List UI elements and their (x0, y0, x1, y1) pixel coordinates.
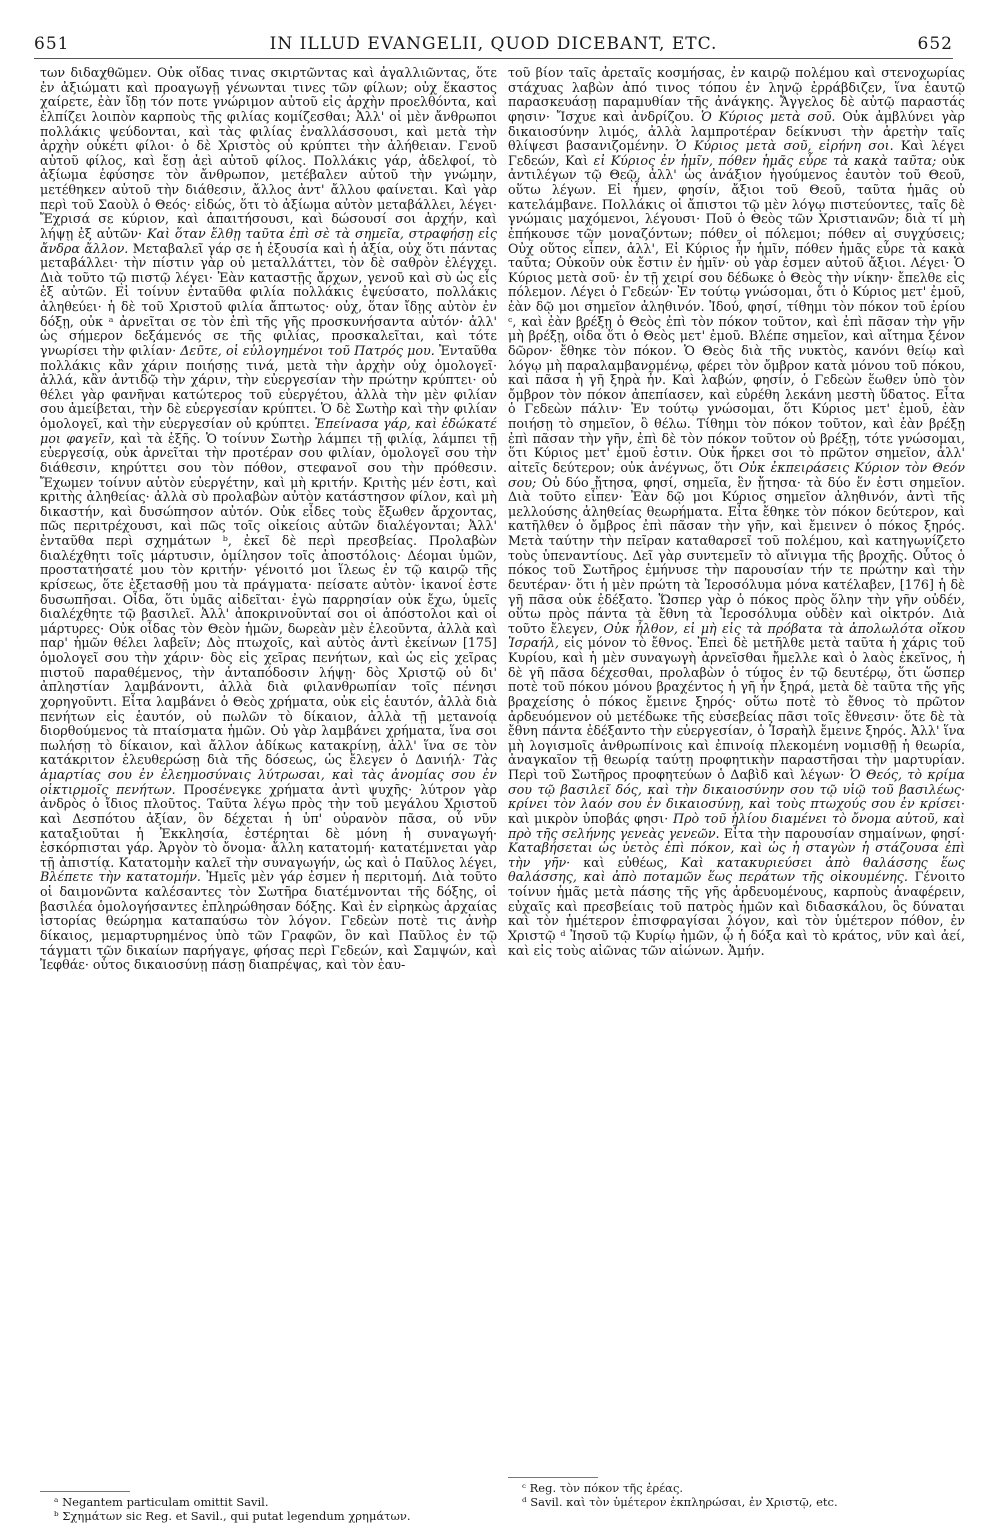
text-run: Ἐνταῦθα πολλάκις κἂν χάριν ποιήσῃς τινά, μετὰ τὴν ἀρχὴν οὐχ ὁμολογεῖ· ἀλλά, κἂν ἀντιδῷ τὴν χάριν, τὴν εὐεργεσίαν τὴν πρώτην κρύπτει· οὐ θέλει γὰρ φανῆναι κατώτερος τοῦ εὐεργέτου, ἀλλὰ τὴν μὲν φιλίαν σου ἀμείβεται, τὴν δὲ εὐεργεσίαν κρύπτει. Ὁ δὲ Σωτὴρ καὶ τὴν φιλίαν ὁμολογεῖ, καὶ τὴν εὐεργεσίαν οὐ κρύπτει. (40, 342, 497, 431)
text-run: καὶ μικρὸν ὑποβάς φησι· (508, 810, 669, 826)
scripture-quote: Ὁ Κύριος μετὰ σοῦ, εἰρήνη σοι. (675, 138, 894, 154)
scripture-quote: Ὁ Κύριος μετὰ σοῦ. (700, 108, 836, 124)
text-run: Οὐ δύο ᾔτησα, φησί, σημεῖα, ἓν ᾔτησα· τὰ δύο ἕν ἐστι σημεῖον. Διὰ τοῦτο εἶπεν· Ἐὰν δῷ μοι Κύριος σημεῖον ἀληθινόν, ἀντὶ τῆς μελλούσης ἀληθείας θεωρήματα. Εἶτα ἔθηκε τὸν πόκον δεύτερον, καὶ κατῆλθεν ὁ ὄμβρος ἐπὶ πᾶσαν τὴν γῆν, καὶ ἔμεινεν ὁ πόκος ξηρός. Μετὰ ταύτην τὴν πεῖραν καταθαρσεῖ τοῦ πολέμου, καὶ κατηγωνίζετο τοὺς ὑπεναντίους. Δεῖ γὰρ συντεμεῖν τὸ αἴνιγμα τῆς βροχῆς. Οὗτος ὁ πόκος τοῦ Σωτῆρος ἐμήνυσε τὴν παρουσίαν τήν τε πρώτην καὶ τὴν δευτέραν· ὅτι ἡ μὲν πρώτη τὰ Ἱεροσόλυμα μόνα κατέλαβεν, [176] ἡ δὲ γῆ πᾶσα οὐκ ἐδέξατο. Ὥσπερ γὰρ ὁ πόκος πρὸς ὅλην τὴν γῆν οὐδέν, οὕτω πρὸς πάντα τὰ ἔθνη τὰ Ἱεροσόλυμα οὐδὲν καὶ οἰκτρόν. Διὰ τοῦτο ἔλεγεν, (508, 474, 965, 636)
scripture-quote: Δεῦτε, οἱ εὐλογημένοι τοῦ Πατρός μου. (180, 342, 435, 358)
scripture-quote: Καταβήσεται ὡς ὑετὸς ἐπὶ πόκον, καὶ ὡς ἡ σταγὼν ἡ στάζουσα ἐπὶ τὴν γῆν· (508, 840, 965, 870)
scripture-quote: Βλέπετε τὴν κατατομήν. (40, 869, 201, 885)
text-run: Ἡμεῖς μὲν γάρ ἐσμεν ἡ περιτομή. Διὰ τοῦτο οἱ δαιμονῶντα καλέσαντες τὸν Σωτῆρα διατέμνονται τῆς δόξης, οἱ βασιλέα ὁμολογήσαντες ἐπληρώθησαν δόξης. Καὶ ἐν εἰρηκὼς ἀρχαίας ἱστορίας θεώρημα καταπαύσω τὸν λόγον. Γεδεὼν ποτὲ τις ἀνὴρ δίκαιος, μεμαρτυρημένος ὑπὸ τῶν Γραφῶν, ὃν καὶ Παῦλος ἐν τῷ τάγματι τῶν δικαίων παρήγαγε, φήσας περὶ Γεδεών, καὶ Σαμψών, καὶ Ἰεφθάε· οὗτος δικαιοσύνῃ πάσῃ διαπρέψας, καὶ τὸν ἑαυ- (40, 869, 497, 973)
scripture-quote: εἰ Κύριος ἐν ἡμῖν, πόθεν ἡμᾶς εὗρε τὰ κακὰ ταῦτα; (593, 152, 937, 168)
footnotes-right (508, 1482, 965, 1510)
text-run: Μεταβαλεῖ γάρ σε ἡ ἐξουσία καὶ ἡ ἀξία, οὐχ ὅτι πάντας μεταβάλλει· τὴν πίστιν γὰρ οὐ μεταλλάττει, τὸν δὲ σαθρὸν ἐλέγχει. Διὰ τοῦτο τῷ πιστῷ λέγει· Ἐὰν καταστῇς ἄρχων, γενοῦ καὶ σὺ ὡς εἷς ἐξ αὐτῶν. Εἰ τοίνυν ἐνταῦθα φιλία πολλάκις ἐψεύσατο, πολλάκις ἀληθεύει· ἡ δὲ τοῦ Χριστοῦ φιλία ἄπτωτος· οὐχ, ὅταν ἴδῃς αὐτὸν ἐν δόξῃ, οὐκ ᵃ ἀρνεῖται σε τὸν ἐπὶ τῆς γῆς προσκυνήσαντα αὐτόν· ἀλλ' ὡς σήμερον δεξάμενός σε τῆς φιλίας, προσκαλεῖται, καὶ τότε γνωρίσει τὴν φιλίαν· (40, 240, 497, 358)
text-run: Οὐκ ἀμβλύνει γὰρ δικαιοσύνην λιμός, ἀλλὰ λαμπροτέραν δείκνυσι τὴν ἀρετὴν ταῖς θλίψεσι βασανιζομένην. (508, 108, 965, 154)
scripture-quote: Ὁ Θεός, τὸ κρίμα σου τῷ βασιλεῖ δός, καὶ τὴν δικαιοσύνην σου τῷ υἱῷ τοῦ βασιλέως· κρίνει τὸν λαόν σου ἐν δικαιοσύνῃ, καὶ τοὺς πτωχούς σου ἐν κρίσει· (508, 767, 965, 812)
footnote-d: ᵈ Savil. καὶ τὸν ὑμέτερον ἐκπληρώσαι, ἐν Χριστῷ, etc. (522, 1494, 838, 1509)
text-run: Καὶ λέγει Γεδεών, Καὶ (508, 138, 965, 168)
text-run: εἰς μόνον τὸ ἔθνος. Ἐπεὶ δὲ μετῆλθε μετὰ ταῦτα ἡ χάρις τοῦ Κυρίου, καὶ ἡ μὲν συναγωγὴ ἀρνεῖσθαι ἤμελλε καὶ ὁ λαὸς ἐκεῖνος, ἡ δὲ γῆ πᾶσα δέχεσθαι, προλαβὼν ὁ τύπος ἐν τῷ δευτέρῳ, ὅτι ὥσπερ ποτὲ τοῦ πόκου μόνου βραχέντος ἡ γῆ ἦν ξηρά, μετὰ δὲ ταῦτα τῆς γῆς βραχείσης ὁ πόκος ἔμεινε ξηρός· οὕτω ποτὲ τὸ ἔθνος τὸ πρῶτον ἀρδευόμενον οὐ μετέδωκε τῆς εὐσεβείας πᾶσι τοῖς ἔθνεσιν· ὅτε δὲ τὰ ἔθνη πάντα ἐδέξαντο τὴν εὐεργεσίαν, ὁ Ἰσραὴλ ἔμεινε ξηρός. Ἀλλ' ἵνα μὴ λογισμοῖς ἀνθρωπίνοις καὶ ἐπινοίᾳ πλεκομένη νομισθῇ ἡ θεωρία, ἀναγκαῖον τῇ θεωρίᾳ ταύτῃ προφητικὴν παραστῆσαι τὴν μαρτυρίαν. Περὶ τοῦ Σωτῆρος προφητεύων ὁ Δαβὶδ καὶ λέγων· (508, 635, 965, 782)
text-run: Γένοιτο τοίνυν ἡμᾶς μετὰ πάσης τῆς γῆς ἀρδευομένους, καρποὺς ἀναφέρειν, εὐχαῖς καὶ πρεσβείαις τοῦ πατρὸς ἡμῶν καὶ διδασκάλου, ὃς δύναται καὶ τὸν ἡμέτερον ἐπισφραγίσαι λόγον, καὶ τὸν ὑμέτερον πόθον, ἐν Χριστῷ ᵈ Ἰησοῦ τῷ Κυρίῳ ἡμῶν, ᾧ ἡ δόξα καὶ τὸ κράτος, νῦν καὶ ἀεί, καὶ εἰς τοὺς αἰῶνας τῶν αἰώνων. Ἀμήν. (508, 869, 965, 958)
scripture-quote: Τὰς ἁμαρτίας σου ἐν ἐλεημοσύναις λύτρωσαι, καὶ τὰς ἀνομίας σου ἐν οἰκτιρμοῖς πενήτων. (40, 752, 497, 797)
running-title: IN ILLUD EVANGELII, QUOD DICEBANT, ETC. (269, 34, 718, 54)
footnote-a: ᵃ Negantem particulam omittit Savil. (54, 1495, 269, 1509)
footnote-rule-left (40, 1491, 130, 1492)
scripture-quote: Οὐκ ἐκπειράσεις Κύριον τὸν Θεόν σου; (508, 459, 965, 490)
running-header (34, 34, 953, 58)
page-number-left: 651 (34, 34, 70, 54)
text-run: καὶ εὐθέως, (583, 854, 668, 870)
right-text-block (508, 66, 965, 958)
page-number-right: 652 (917, 34, 953, 54)
scripture-quote: Καὶ κατακυριεύσει ἀπὸ θαλάσσης ἕως θαλάσσης, καὶ ἀπὸ ποταμῶν ἕως περάτων τῆς οἰκουμένης. (508, 854, 965, 885)
footnotes-left (40, 1496, 497, 1524)
footnote-b: ᵇ Σχημάτων sic Reg. et Savil., qui putat legendum χρημάτων. (54, 1508, 411, 1523)
text-run: των διδαχθῶμεν. Οὐκ οἴδας τινας σκιρτῶντας καὶ ἀγαλλιῶντας, ὅτε ἐν ἀξιώματι καὶ προαγωγῇ γένωνται τινες τῶν φίλων; οὐχ ἕκαστος χαίρετε, ἐὰν ἴδῃ τόν ποτε γνώριμον αὐτοῦ εἰς ἀρχὴν προελθόντα, καὶ ἐλπίζει λοιπὸν καρποὺς τῆς φιλίας κομίζεσθαι; Ἀλλ' οἱ μὲν ἄνθρωποι πολλάκις ψεύδονται, καὶ τὰς φιλίας ἐναλλάσσουσι, καὶ μετὰ τὴν ἀρχὴν οὐκέτι φίλοι· ὁ δὲ Χριστὸς οὐ κρύπτει τὴν ἀλήθειαν. Γενοῦ αὐτοῦ φίλος, καὶ ἔσῃ ἀεὶ αὐτοῦ φίλος. Πολλάκις γάρ, ἀδελφοί, τὸ ἀξίωμα ἐφύσησε τὸν ἄνθρωπον, μετέβαλεν αὐτοῦ τὴν γνώμην, μετέθηκεν αὐτοῦ τὴν διάθεσιν, ἄλλος ἀντ' ἄλλου φαίνεται. Καὶ γὰρ περὶ τοῦ Σαοὺλ ὁ Θεός· εἰδώς, ὅτι τὸ ἀξίωμα αὐτὸν μεταβάλλει, λέγει· Ἔχρισά σε κύριον, καὶ ἀπαιτήσουσι, καὶ δώσουσί σοι ἀρχήν, καὶ λήψῃ ἐξ αὐτῶν· (40, 66, 497, 241)
text-run: Προσένεγκε χρήματα ἀντὶ ψυχῆς· λύτρον γὰρ ἀνδρὸς ὁ ἴδιος πλοῦτος. Ταῦτα λέγω πρὸς τὴν τοῦ μεγάλου Χριστοῦ καὶ Δεσπότου ἀξίαν, ὃν δέχεται ἡ ὑπ' οὐρανὸν πᾶσα, οὗ νῦν καταξιοῦται ἡ Ἐκκλησία, ἐστέρηται δὲ μόνη ἡ συναγωγή· ἐσκόρπισται γάρ. Ἀργὸν τὸ ὄνομα· ἄλλη κατατομή· κατατέμνεται γὰρ τῇ ἀπιστίᾳ. Κατατομὴν καλεῖ τὴν συναγωγήν, ὡς καὶ ὁ Παῦλος λέγει, (40, 781, 497, 870)
scripture-quote: Πρὸ τοῦ ἡλίου διαμένει τὸ ὄνομα αὐτοῦ, καὶ πρὸ τῆς σελήνης γενεὰς γενεῶν. (508, 810, 965, 841)
left-text-block (40, 66, 497, 973)
scripture-quote: Ἐπείνασα γάρ, καὶ ἐδώκατέ μοι φαγεῖν, (40, 416, 497, 446)
header-rule (34, 58, 953, 59)
text-run: Εἶτα τὴν παρουσίαν σημαίνων, φησί· (723, 825, 965, 841)
text-run: οὐκ ἀντιλέγων τῷ Θεῷ, ἀλλ' ὡς ἀνάξιον ἡγούμενος ἑαυτὸν τοῦ Θεοῦ, οὕτω λέγων. Εἰ ἦμεν, φησίν, ἄξιοι τοῦ Θεοῦ, ταῦτα ἡμᾶς οὐ κατελάμβανε. Πολλάκις οἱ ἄπιστοι τῷ μὲν λόγῳ πιστεύοντες, ταῖς δὲ γνώμαις μαχόμενοι, λέγουσι· Ποῦ ὁ Θεὸς τῶν Χριστιανῶν; διὰ τί μὴ ἐπήκουσε τῶν μοναζόντων; πόθεν οἱ πόλεμοι; πόθεν αἱ συγχύσεις; Οὐχ οὕτος εἶπεν, ἀλλ', Εἰ Κύριος ἦν ἡμῖν, πόθεν ἡμᾶς εὗρε τὰ κακὰ ταῦτα; Οὐκοῦν οὐκ ἔστιν ἐν ἡμῖν· οὐ γὰρ ἐσμεν αὐτοῦ ἄξιοι. Λέγει· Ὁ Κύριος μετὰ σοῦ· ἐν τῇ χειρί σου δέδωκε ὁ Θεὸς τὴν νίκην· ἔπελθε εἰς πόλεμον. Λέγει ὁ Γεδεών· Ἐν τούτῳ γνώσομαι, ὅτι ὁ Κύριος μετ' ἐμοῦ, ἐὰν δῷ μοι σημεῖον ἀληθινόν. Ἰδού, φησί, τίθημι τὸν πόκον τοῦ ἐρίου ᶜ, καὶ ἐὰν βρέξῃ ὁ Θεὸς ἐπὶ τὸν πόκον τοῦτον, καὶ ἐπὶ πᾶσαν τὴν γῆν μὴ βρέξῃ, οἶδα ὅτι ὁ Θεὸς μετ' ἐμοῦ. Βλέπε σημεῖον, καὶ αἴτημα ξένον δῶρον· ἔθηκε τὸν πόκον. Ὁ Θεὸς διὰ τῆς νυκτὸς, κανόνι θείῳ καὶ λόγῳ μὴ παραλαμβανομένῳ, φέρει τὸν ὄμβρον κατὰ μόνου τοῦ πόκου, καὶ πᾶσα ἡ γῆ ξηρὰ ἦν. Καὶ λαβών, φησίν, ὁ Γεδεὼν ἕωθεν ὑπὸ τὸν ὄμβρον τὸν πόκον ἀπεπίασεν, καὶ εὑρέθη λεκάνη μεστὴ ὕδατος. Εἶτα ὁ Γεδεὼν πάλιν· Ἐν τούτῳ γνώσομαι, ὅτι Κύριος μετ' ἐμοῦ, ἐὰν ποιήσῃ τὸ σημεῖον, ὃ θέλω. Τίθημι τὸν πόκον τοῦτον, καὶ ἐὰν βρέξῃ ἐπὶ πᾶσαν τὴν γῆν, ἐπὶ δὲ τὸν πόκον τοῦτον οὐ βρέξῃ, τότε γνώσομαι, ὅτι Κύριος μετ' ἐμοῦ ἐστιν. Οὐκ ἤρκει σοι τὸ πρῶτον σημεῖον, ἀλλ' αἰτεῖς δεύτερον; οὐκ ἀνέγνως, ὅτι (508, 152, 965, 475)
footnote-rule-right (508, 1477, 598, 1478)
footnote-c: ᶜ Reg. τὸν πόκον τῆς ἐρέας. (522, 1481, 684, 1495)
text-run: τοῦ βίον ταῖς ἀρεταῖς κοσμήσας, ἐν καιρῷ πολέμου καὶ στενοχωρίας στάχυας λαβὼν ἀπό τινος τόπου ἐν ληνῷ ἐρράβδιζεν, ἵνα ἑαυτῷ παρασκευάσῃ παραμυθίαν τῆς ἀνάγκης. Ἄγγελος δὲ αὐτῷ παραστάς φησιν· Ἴσχυε καὶ ἀνδρίζου. (508, 66, 965, 124)
scripture-quote: Καὶ ὅταν ἔλθῃ ταῦτα ἐπὶ σὲ τὰ σημεῖα, στραφήσῃ εἰς ἄνδρα ἄλλον. (40, 225, 497, 256)
scripture-quote: Οὐκ ἦλθον, εἰ μὴ εἰς τὰ πρόβατα τὰ ἀπολωλότα οἴκου Ἰσραήλ, (508, 620, 965, 651)
right-column (508, 66, 965, 1463)
text-run: καὶ τὰ ἑξῆς. Ὁ τοίνυν Σωτὴρ λάμπει τῇ φιλίᾳ, λάμπει τῇ εὐεργεσίᾳ, οὐκ ἀρνεῖται τὴν προτέραν σου φιλίαν, ὁμολογεῖ σου τὴν διάθεσιν, κηρύττει σου τὸν πόθον, στεφανοῖ σου τὴν πρόθεσιν. Ἔχωμεν τοίνυν αὐτὸν εὐεργέτην, καὶ μὴ κριτήν. Κριτὴς μέν ἐστι, καὶ κριτὴς ἀληθείας· ἀλλὰ σὺ προλαβὼν αὐτὸν κατάστησον φίλον, καὶ μὴ δικαστήν, καὶ δυσώπησον αὐτόν. Οὐκ εἶδες τοὺς ἔξωθεν ἄρχοντας, πῶς περιτρέχουσι, καὶ πῶς τοῖς οἰκείοις αὐτῶν διαλέγονται; Ἀλλ' ἐνταῦθα περὶ σχημάτων ᵇ, ἐκεῖ δὲ περὶ πρεσβείας. Προλαβὼν διαλέχθητι τοῖς μάρτυσιν, ὁμίλησον τοῖς ἀποστόλοις· Δέομαι ὑμῶν, προστατήσατέ μου τὸν κριτήν· γένοιτό μοι ἵλεως ἐν τῷ καιρῷ τῆς κρίσεως, ὅτε ἐξετασθῇ μου τὰ πράγματα· πείσατε αὐτὸν· ἱκανοί ἐστε δυσωπῆσαι. Οἶδα, ὅτι ὑμᾶς αἰδεῖται· ἐγὼ παρρησίαν οὐκ ἔχω, ὑμεῖς διαλέχθητε τῷ βασιλεῖ. Ἀλλ' ἀποκρινοῦνταί σοι οἱ ἀπόστολοι καὶ οἱ μάρτυρες· Οὐκ οἶδας τὸν Θεὸν ἡμῶν, δωρεὰν μὲν ἐλεοῦντα, ἀλλὰ καὶ παρ' ἡμῶν θέλει λαβεῖν; Δὸς πτωχοῖς, καὶ αὐτὸς ἀντὶ ἐκείνων [175] ὁμολογεῖ σου τὴν χάριν· δὸς εἰς χεῖρας πενήτων, καὶ ὡς εἰς χεῖρας πιστοῦ παραθέμενος, τὴν ἀνταπόδοσιν λήψῃ· δὸς Χριστῷ οὐ δι' ἀπληστίαν λαμβάνοντι, ἀλλὰ διὰ φιλανθρωπίαν τοῖς πένησι χορηγοῦντι. Εἶτα λαμβάνει ὁ Θεὸς χρήματα, οὐκ εἰς ἑαυτόν, ἀλλὰ διὰ πενήτων εἰς ἑαυτόν, οὐ πωλῶν τὸ δίκαιον, ἀλλὰ τῇ μετανοίᾳ διορθούμενος τὰ πταίσματα ἡμῶν. Οὐ γὰρ λαμβάνει χρήματα, ἵνα σοι πωλήσῃ τὸ δίκαιον, καὶ ἄλλον ἀδίκως κατακρίνῃ, ἀλλ' ἵνα σε τὸν κατάκριτον ἐλευθερώσῃ διὰ τῆς δόσεως, ὡς ἔλεγεν ὁ Δανιήλ· (40, 430, 497, 768)
left-column (40, 66, 497, 1479)
